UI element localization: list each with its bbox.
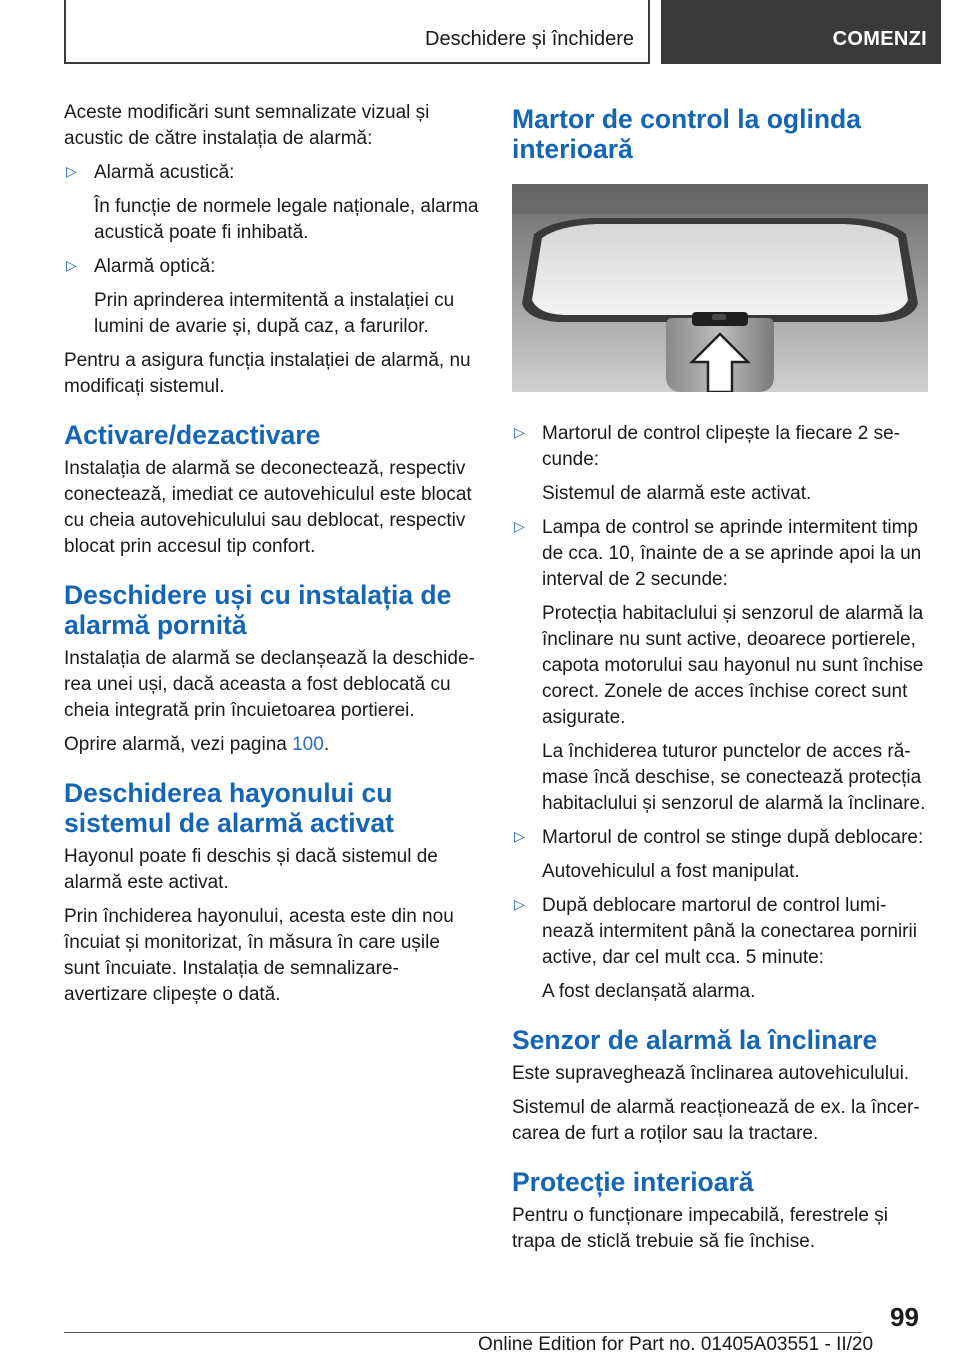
bullet-item: [512, 515, 928, 817]
bullet-text: Sistemul de alarmă este activat.: [542, 483, 812, 504]
section-heading-tailgate: Deschiderea hayonului cu sistemul de alarmă activat: [64, 778, 394, 838]
footer-edition: Online Edition for Part no. 01405A03551 - II/20: [478, 1334, 874, 1355]
alarm-stop-paragraph: [64, 732, 480, 758]
bullet-text: În funcție de normele legale naționale, alarma acustică poate fi inhibată.: [94, 196, 479, 243]
tilt-sensor-paragraph-1: Este supraveghează înclinarea autovehiculului.: [512, 1063, 910, 1084]
tilt-sensor-paragraph-2: Sistemul de alarmă reacționează de ex. la încercarea de furt a roților sau la tractare.: [512, 1097, 920, 1144]
bullet-title: Martorul de control clipește la fiecare 2 secunde:: [542, 423, 900, 470]
activation-paragraph: Instalația de alarmă se deconectează, respectiv conectează, imediat ce autovehiculul este blocat cu cheia autovehiculului sau deblocat, respectiv blocat prin accesul tip confort.: [64, 458, 472, 557]
bullet-text: A fost declanșată alarma.: [542, 981, 756, 1002]
note-paragraph: Pentru a asigura funcția instalației de alarmă, nu modificați sistemul.: [64, 350, 471, 397]
triangle-right-icon: ▷: [514, 424, 525, 440]
triangle-right-icon: ▷: [66, 163, 77, 179]
bullet-item: [512, 825, 928, 885]
alarm-stop-end: .: [323, 734, 330, 755]
section-heading-activation: Activare/dezactivare: [64, 420, 321, 450]
bullet-text: Protecția habitaclului și senzorul de alarmă la înclinare nu sunt active, deoarece portierele, capota motorului sau hayonul nu sunt închise corect. Zonele de acces închise corect sunt asigurate.: [542, 603, 924, 728]
left-column: [64, 100, 480, 1016]
section-heading-mirror-indicator: Martor de control la oglinda interioară: [512, 104, 861, 164]
bullet-item: [512, 421, 928, 507]
mirror-indicator-figure: [512, 184, 928, 392]
triangle-right-icon: ▷: [514, 828, 525, 844]
header-section-box: [64, 0, 650, 64]
bullet-item: [512, 893, 928, 1005]
bullet-title: Lampa de control se aprinde intermitent timp de cca. 10, înainte de a se aprinde apoi la un interval de 2 secunde:: [542, 517, 922, 590]
page-link[interactable]: 100: [292, 734, 324, 755]
door-opening-paragraph: Instalația de alarmă se declanșează la deschiderea unei uși, dacă aceasta a fost deblocată cu cheia integrată prin încuietoarea portierei.: [64, 648, 475, 721]
section-heading-interior-protection: Protecție interioară: [512, 1167, 754, 1197]
section-heading-tilt-sensor: Senzor de alarmă la înclinare: [512, 1025, 878, 1055]
bullet-title: Alarmă acustică:: [94, 162, 235, 183]
bullet-text: Autovehiculul a fost manipulat.: [542, 861, 800, 882]
page-number: 99: [890, 1302, 919, 1332]
header-chapter-label: COMENZI: [832, 28, 927, 50]
bullet-title: După deblocare martorul de control luminează intermitent până la conectarea pornirii active, dar cel mult cca. 5 minute:: [542, 895, 917, 968]
bullet-title: Alarmă optică:: [94, 256, 216, 277]
bullet-item: [64, 160, 480, 246]
footer-divider: [64, 1332, 862, 1333]
header-chapter-tab: [661, 0, 941, 64]
mirror-glass: [532, 224, 908, 315]
triangle-right-icon: ▷: [66, 257, 77, 273]
indicator-light: [712, 314, 726, 320]
bullet-text: La închiderea tuturor punctelor de acces rămase încă deschise, se conectează protecția habitaclului și senzorul de alarmă la înclinare.: [542, 741, 926, 814]
triangle-right-icon: ▷: [514, 518, 525, 534]
alarm-stop-text: Oprire alarmă, vezi pagina: [64, 734, 293, 755]
section-heading-door-opening: Deschidere uși cu instalația de alarmă pornită: [64, 580, 452, 640]
tailgate-paragraph-2: Prin închiderea hayonului, acesta este din nou încuiat și monitorizat, în măsura în care ușile sunt încuiate. Instalația de semnalizare-avertizare clipește o dată.: [64, 906, 454, 1005]
bullet-item: [64, 254, 480, 340]
intro-paragraph: Aceste modificări sunt semnalizate vizual și acustic de către instalația de alarmă:: [64, 102, 430, 149]
tailgate-paragraph-1: Hayonul poate fi deschis și dacă sistemul de alarmă este activat.: [64, 846, 438, 893]
bullet-title: Martorul de control se stinge după deblocare:: [542, 827, 924, 848]
bullet-text: Prin aprinderea intermitentă a instalației cu lumini de avarie și, după caz, a farurilor.: [94, 290, 455, 337]
triangle-right-icon: ▷: [514, 896, 525, 912]
right-column: [512, 100, 928, 1263]
header-section-title: Deschidere și închidere: [425, 28, 634, 50]
interior-protection-paragraph: Pentru o funcționare impecabilă, ferestrele și trapa de sticlă trebuie să fie închise.: [512, 1205, 888, 1252]
